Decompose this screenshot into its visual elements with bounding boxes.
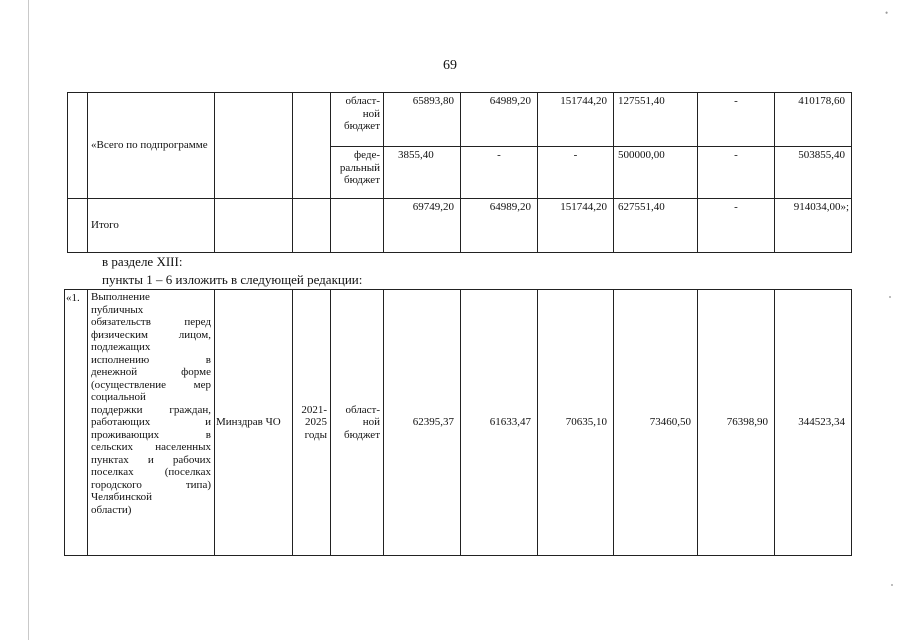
value-cell: 76398,90	[698, 290, 775, 556]
empty-cell	[331, 199, 384, 253]
value-cell: 503855,40	[775, 147, 852, 199]
empty-cell	[68, 199, 88, 253]
empty-cell	[293, 199, 331, 253]
value-cell: 61633,47	[461, 290, 538, 556]
executor: Минздрав ЧО	[215, 290, 293, 556]
funding-source: област-ной бюджет	[331, 93, 384, 147]
description-line: (осуществление мер	[91, 378, 211, 391]
value-cell: 151744,20	[538, 199, 614, 253]
description-line: Выполнение	[91, 291, 150, 303]
description-line: обязательств перед	[91, 316, 211, 328]
value-cell: 70635,10	[538, 290, 614, 556]
description-line: работающих и	[91, 416, 211, 428]
description-line: пунктах и рабочих	[91, 453, 211, 466]
table-row	[65, 290, 852, 556]
total-label: Итого	[88, 199, 215, 253]
value-cell: -	[698, 199, 775, 253]
description-line: поселках (поселках	[91, 466, 211, 478]
description-line: социальной	[91, 391, 146, 403]
description-line: сельских населенных	[91, 441, 211, 453]
description-line: области)	[91, 503, 132, 516]
value-cell: 65893,80	[384, 93, 461, 147]
value-cell: 914034,00»;	[775, 199, 852, 253]
value-cell: 64989,20	[461, 93, 538, 147]
value-cell: 64989,20	[461, 199, 538, 253]
value-cell: 69749,20	[384, 199, 461, 253]
empty-cell	[215, 199, 293, 253]
value-cell: -	[698, 147, 775, 199]
value-cell: 127551,40	[614, 93, 698, 147]
description-line: публичных	[91, 303, 144, 316]
value-cell: 344523,34	[775, 290, 852, 556]
scan-dot	[891, 584, 893, 586]
years: 2021-2025 годы	[293, 290, 331, 556]
row-number: «1.	[65, 290, 88, 556]
table-row	[68, 93, 852, 147]
value-cell: 410178,60	[775, 93, 852, 147]
funding-source: феде-ральный бюджет	[331, 147, 384, 199]
description-line: проживающих в	[91, 428, 211, 441]
table-row	[68, 199, 852, 253]
page-number: 69	[443, 58, 457, 73]
value-cell: 3855,40	[384, 147, 461, 199]
value-cell: 73460,50	[614, 290, 698, 556]
funding-source: област-ной бюджет	[331, 290, 384, 556]
points-table	[64, 289, 852, 556]
value-cell: -	[698, 93, 775, 147]
description-line: подлежащих	[91, 341, 151, 353]
value-cell: 627551,40	[614, 199, 698, 253]
value-cell: 500000,00	[614, 147, 698, 199]
measure-description	[88, 290, 215, 556]
value-cell: 151744,20	[538, 93, 614, 147]
scan-dot	[889, 296, 891, 298]
section-instruction: в разделе XIII:	[102, 254, 183, 269]
empty-cell	[293, 93, 331, 199]
description-line: денежной форме	[91, 366, 211, 378]
description-line: физическим лицом,	[91, 328, 211, 341]
value-cell: 62395,37	[384, 290, 461, 556]
description-line: поддержки граждан,	[91, 403, 211, 416]
total-subprogram-label: «Всего по подпрограмме	[88, 93, 215, 199]
value-cell: -	[538, 147, 614, 199]
scan-margin-line	[28, 0, 29, 640]
corner-mark: •	[885, 8, 889, 18]
totals-table	[67, 92, 852, 253]
description-line: городского типа)	[91, 478, 211, 491]
description-line: Челябинской	[91, 491, 153, 503]
points-instruction: пункты 1 – 6 изложить в следующей редакции:	[102, 272, 363, 287]
description-line: исполнению в	[91, 353, 211, 366]
empty-cell	[215, 93, 293, 199]
empty-cell	[68, 93, 88, 199]
value-cell: -	[461, 147, 538, 199]
